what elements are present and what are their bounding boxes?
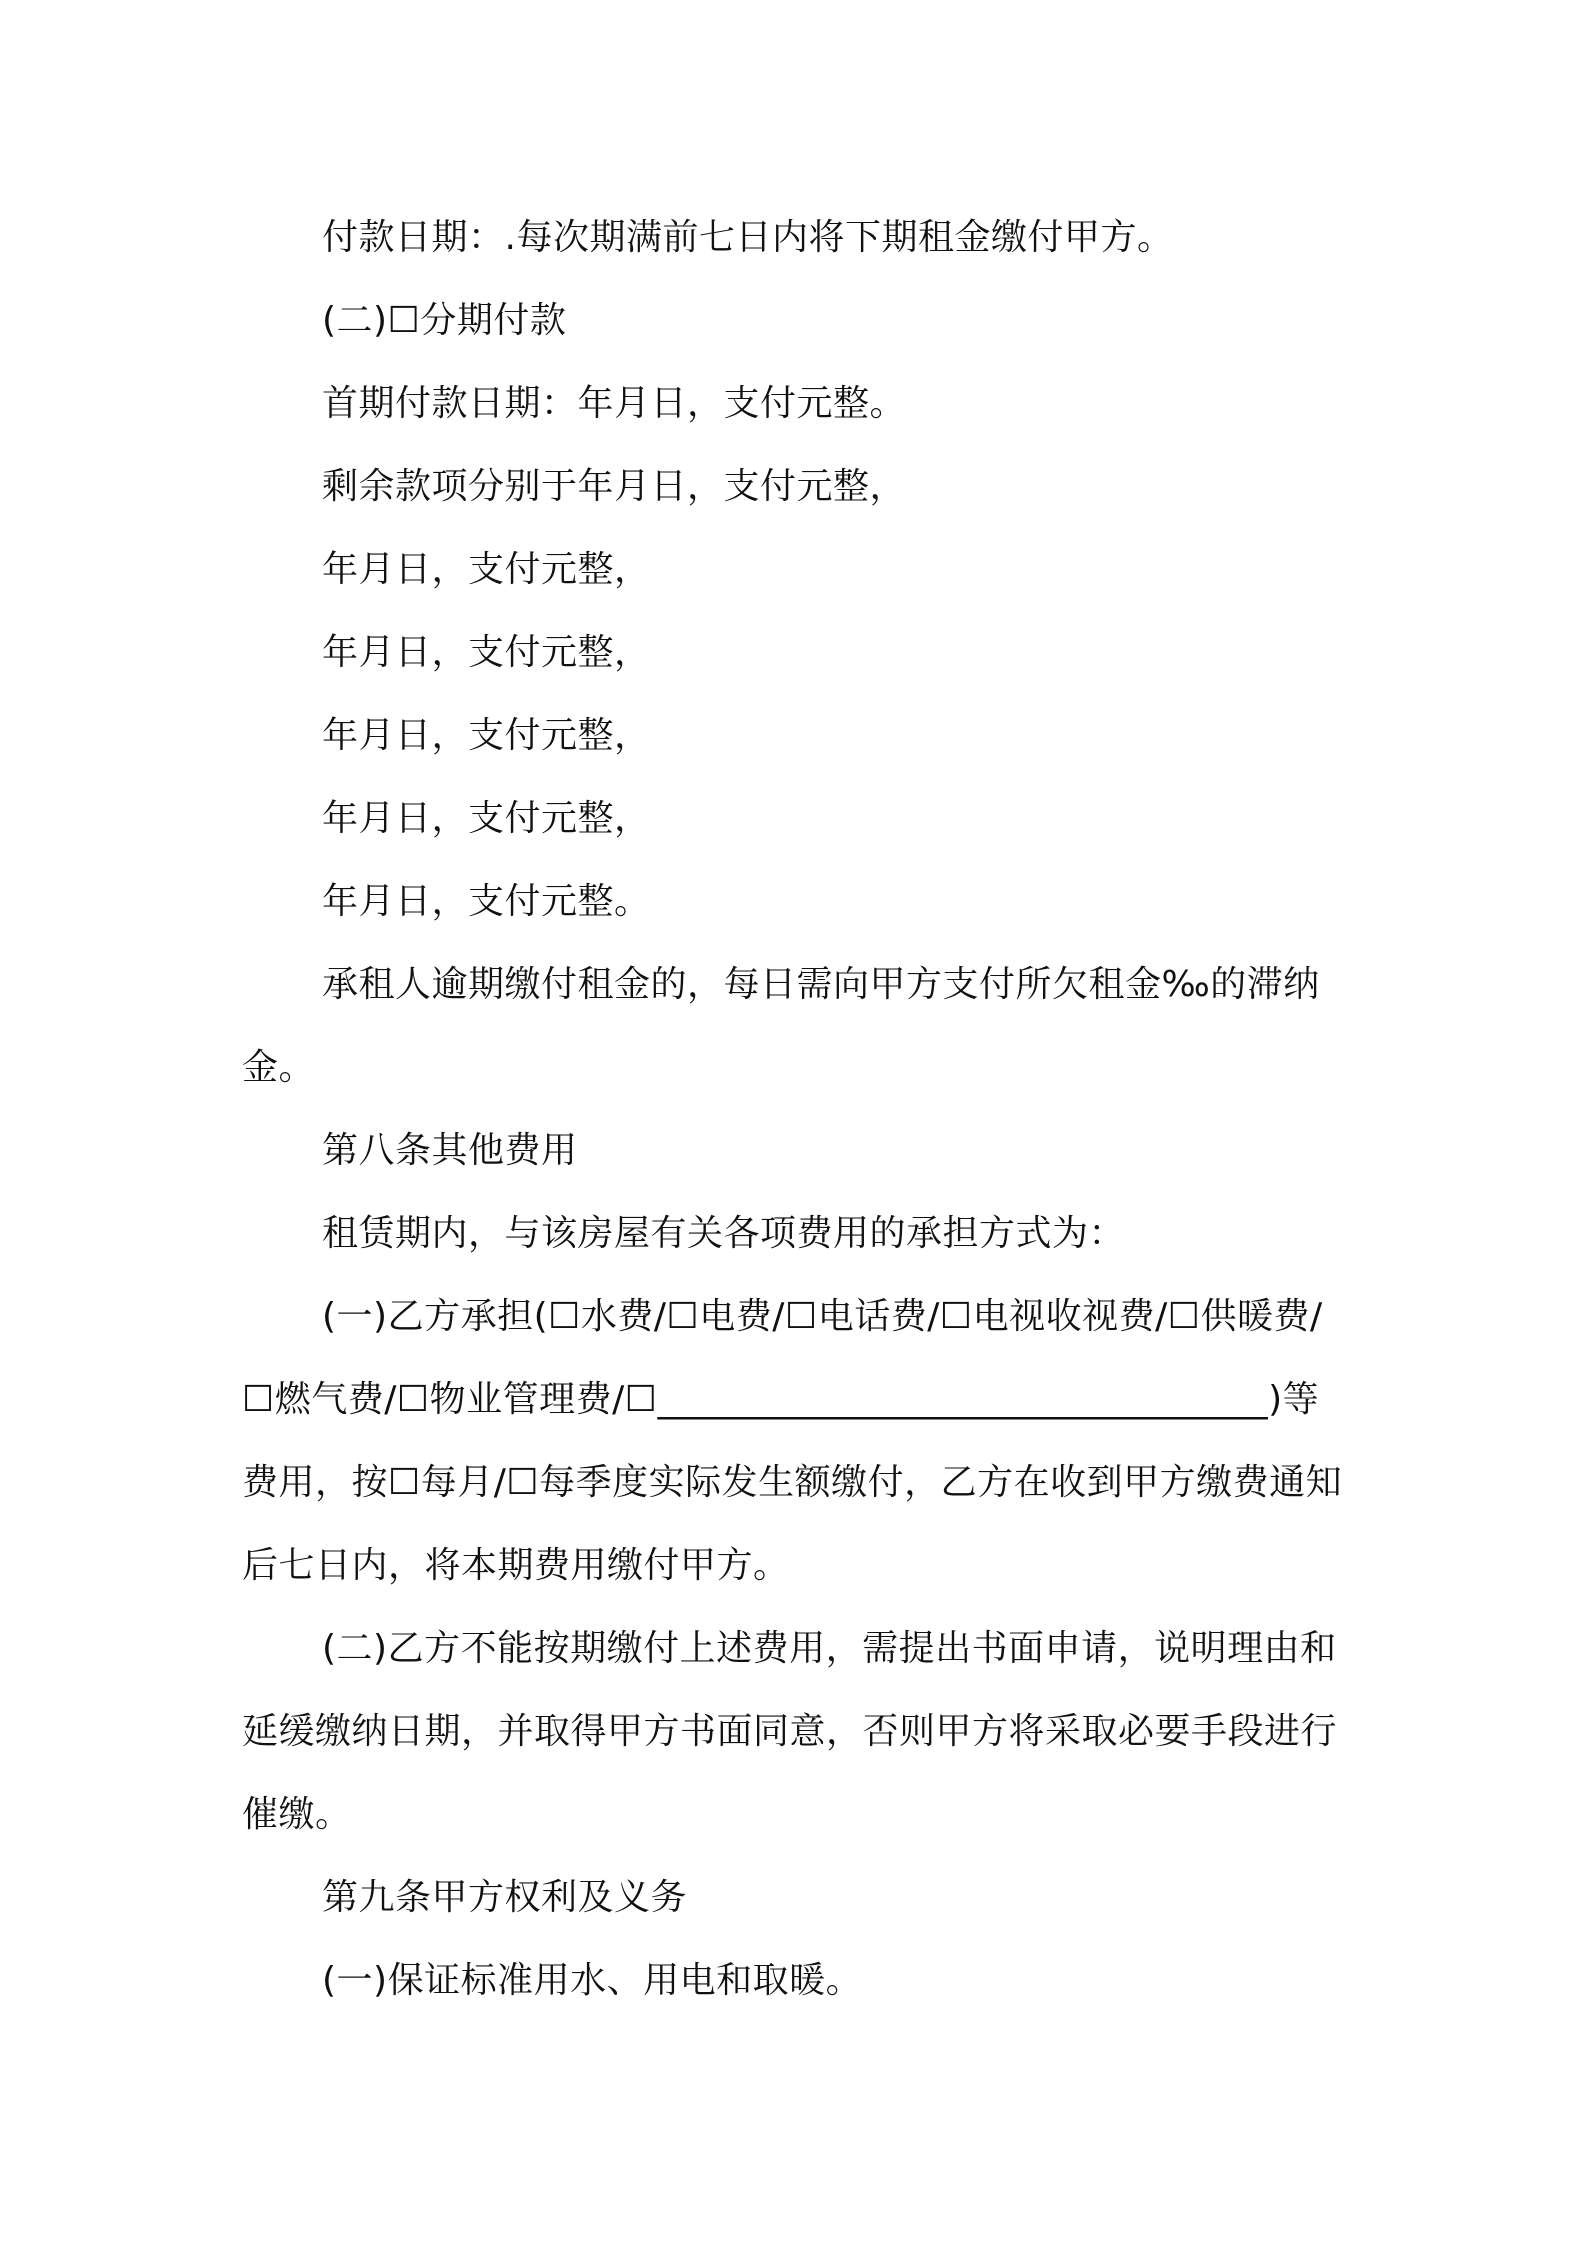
paragraph-cost-sharing: 租赁期内，与该房屋有关各项费用的承担方式为： — [322, 1213, 1126, 1254]
paragraph-remaining-payment: 剩余款项分别于年月日，支付元整， — [322, 466, 907, 507]
paragraph-late-fee: 承租人逾期缴付租金的，每日需向甲方支付所欠租金‰的滞纳金。 — [242, 964, 1320, 1088]
section-title-article-8: 第八条其他费用 — [322, 1130, 578, 1171]
paragraph-tenant-costs: (一)乙方承担(☐水费/☐电费/☐电话费/☐电视收视费/☐供暖费/☐燃气费/☐物业管理费/☐_________________________________)等费用，按☐每月/☐每季度实际发生额缴付，乙方在收到甲方缴费通知后七日内，将本期费用缴付甲方。 — [242, 1296, 1343, 1586]
paragraph-installment-line-3: 年月日，支付元整， — [322, 715, 651, 756]
paragraph-landlord-obligation-1: (一)保证标准用水、用电和取暖。 — [322, 1960, 863, 2001]
paragraph-installment-line-2: 年月日，支付元整， — [322, 632, 651, 673]
paragraph-late-payment-request: (二)乙方不能按期缴付上述费用，需提出书面申请，说明理由和延缓缴纳日期，并取得甲方书面同意，否则甲方将采取必要手段进行催缴。 — [242, 1628, 1338, 1835]
paragraph-installment-option: (二)☐分期付款 — [322, 300, 567, 341]
paragraph-first-payment: 首期付款日期：年月日，支付元整。 — [322, 383, 907, 424]
paragraph-installment-line-4: 年月日，支付元整， — [322, 798, 651, 839]
paragraph-installment-line-1: 年月日，支付元整， — [322, 549, 651, 590]
paragraph-payment-date: 付款日期：.每次期满前七日内将下期租金缴付甲方。 — [322, 217, 1174, 258]
section-title-article-9: 第九条甲方权利及义务 — [322, 1877, 688, 1918]
document-body — [242, 196, 1354, 2022]
paragraph-installment-line-5: 年月日，支付元整。 — [322, 881, 651, 922]
